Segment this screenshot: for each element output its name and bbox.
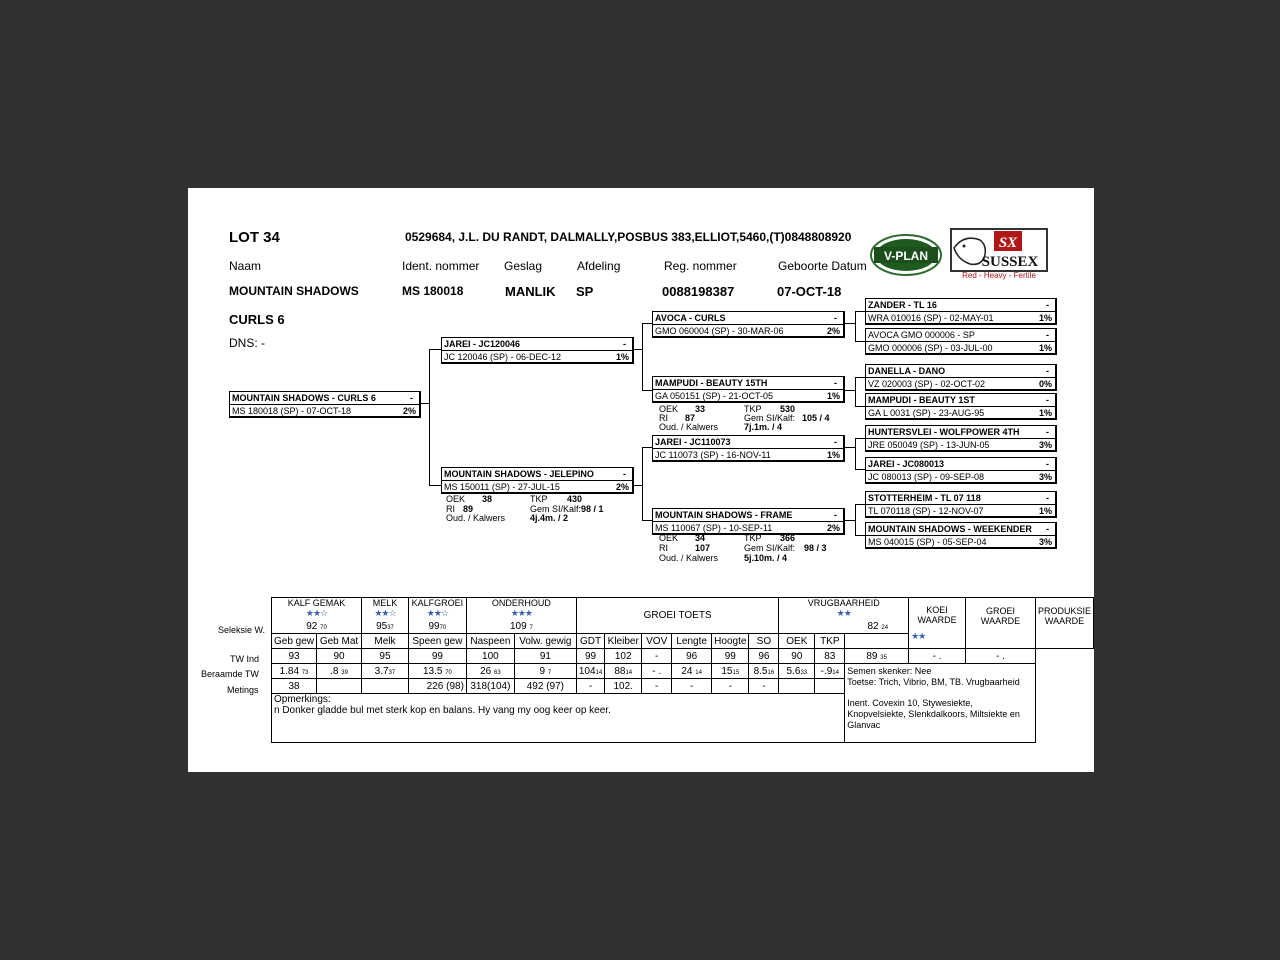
pedigree-line	[642, 323, 652, 324]
seleksie-kalfgroei: 9970	[408, 619, 466, 634]
pedigree-sire-sire: AVOCA - CURLS - GMO 060004 (SP) - 30-MAR-06 2%	[652, 311, 845, 338]
svg-text:V-PLAN: V-PLAN	[883, 249, 929, 263]
pedigree-dss: HUNTERSVLEI - WOLFPOWER 4TH - JRE 050049 (SP) - 13-JUN-05 3%	[865, 425, 1057, 452]
pedigree-line	[855, 438, 856, 470]
row-label-seleksie: Seleksie W.	[218, 625, 266, 635]
table-cell: .8 39	[317, 664, 362, 679]
ident-number: MS 180018	[402, 284, 464, 298]
table-cell	[815, 679, 845, 694]
catalog-sheet: LOT 34 0529684, J.L. DU RANDT, DALMALLY,POSBUS 383,ELLIOT,5460,(T)0848808920 Naam Ident. nommer Geslag Afdeling Reg. nommer Geboorte Datum MOUNTAIN SHADOWS MS 180018 MANLIK SP 0088198387 07-OCT-18 CURLS 6 DNS: - V-PLAN SX SUSSEX Red - Heavy - Fertile MOUNTAIN SHADOWS - CURLS 6 - MS 180018 (SP) - 07-OCT-18 2% JAREI - JC120046 - JC 120046 (SP) - 06-DEC-12 1% MOUNTAIN SHADOWS - JELEPINO - MS 150011 (SP) - 27-JUL-15 2% AVOCA - CURLS - GMO 060004 (SP) - 30-MAR-06 2% MAMPUDI - BEAUTY 15TH - GA 050151 (SP) - 21-OCT-05 1% JAREI - JC110073 - JC 110073 (SP) - 16-NOV-11 1% MOUNTAIN SHADOWS - FRAME - MS 110067 (SP) - 10-SEP-11 2% ZANDER - TL 16 - WRA 010016 (SP) - 02-MAY-01 1% AVOCA GMO 000006 - SP - GMO 000006 (SP) - 03-JUL-00 1% DANELLA - DANO - VZ 020003 (SP) - 02-OCT-02 0% MAMPUDI - BEAUTY 1ST - GA L 0031 (SP) - 23-AUG-95 1% HUNTERSVLEI - WOLFPOWER 4TH - JRE 050049 (SP) - 13-JUN-05 3% JAREI - JC080013 - JC 080013 (SP) - 09-SEP-08 3% STOTTERHEIM - TL 07 118 - TL 070118 (SP) - 12-NOV-07 1% MOUNTAIN SHADOWS - WEEKENDER - MS 040015 (SP) - 05-SEP-04 3% OEK 38 TKP 430 RI 89 Gem SI/Kalf: 98 / 1 Oud. / Kalwers 4j.4m. / 2 OEK 33 TKP 530 RI 87 Gem SI/Kalf: 105 / 4 Oud. / Kalwers 7j.1m. / 4 OEK 34 TKP 366 RI 107 Gem SI/Kalf: 98 / 3 Oud. / Kalwers 5j.10m. / 4 Seleksie W. TW Ind Beraamde TW Metings KALF GEMAK ★★☆ MELK ★★☆ KALFGROEI ★★☆ ONDERHOUD ★★★ GROEI TOETS VRUGBAARHEID ★★ KOEI WAARDE ★★ GROEI WAARDE PRODUKSIE WAARDE 92 70 9537 9970 109 7 82 24 Geb gew Geb Mat Melk Speen gew Naspeen Volw. gewig GDT Kleiber VOV Lengte Hoogte SO OEK TKP 93 90 95 99 100 91 99 102 - 96 99 96 90 83 89 35 - . - . 1.84 73 .8 39 3.737 13.5 70 26 63 9 7 10414 8814 - . 24 14 1515 8.516 5.633 -.914 Semen skenker: Nee Toetse: Trich, Vibrio, BM, TB. Vrugbaarheid Inent. Covexin 10, Stywesiekte, Knopvelsiekte, Slenkdalkoors, Miltsiekte en Glanvac 38 226 (98) 318(104) 492 (97) - 102. - - - - Opmerkings: n Donker gladde bul met sterk kop en balans. Hy vang my oog keer op keer.	[188, 188, 1094, 772]
table-cell: 38	[272, 679, 317, 694]
groei-waarde-value: - .	[909, 649, 966, 664]
table-cell: -	[576, 679, 604, 694]
table-cell: 1.84 73	[272, 664, 317, 679]
col-header: OEK	[779, 634, 815, 649]
animal-name-2: CURLS 6	[229, 312, 285, 327]
table-cell: 99	[712, 649, 749, 664]
pedigree-line	[642, 323, 643, 391]
beraamde-row	[272, 664, 1094, 679]
group-melk: MELK ★★☆	[362, 598, 409, 620]
table-cell: 10414	[576, 664, 604, 679]
produksie-waarde-value: - .	[966, 649, 1036, 664]
col-header: SO	[749, 634, 779, 649]
label-geboorte: Geboorte Datum	[778, 259, 867, 273]
pedigree-line	[429, 485, 441, 486]
table-cell: 3.737	[362, 664, 409, 679]
remarks-label: Opmerkings:	[274, 694, 331, 705]
table-cell: 96	[672, 649, 712, 664]
col-header: Geb gew	[272, 634, 317, 649]
pedigree-line	[642, 390, 652, 391]
birth-date: 07-OCT-18	[777, 284, 842, 299]
pedigree-line	[855, 504, 865, 505]
table-cell: 95	[362, 649, 409, 664]
lot-number: LOT 34	[229, 229, 280, 246]
table-cell	[779, 679, 815, 694]
seleksie-melk: 9537	[362, 619, 409, 634]
table-cell: 93	[272, 649, 317, 664]
twind-row	[272, 649, 1094, 664]
row-label-twind: TW Ind	[230, 654, 260, 664]
table-cell: 91	[514, 649, 576, 664]
dns: DNS: -	[229, 336, 265, 350]
breeder-info: 0529684, J.L. DU RANDT, DALMALLY,POSBUS 383,ELLIOT,5460,(T)0848808920	[405, 230, 852, 244]
vplan-logo	[870, 234, 942, 276]
col-header: Speen gew	[408, 634, 466, 649]
pedigree-dam-dam: MOUNTAIN SHADOWS - FRAME - MS 110067 (SP) - 10-SEP-11 2%	[652, 508, 845, 535]
label-geslag: Geslag	[504, 259, 543, 273]
pedigree-dam-sire: JAREI - JC110073 - JC 110073 (SP) - 16-NOV-11 1%	[652, 435, 845, 462]
semen-donor: Semen skenker: Nee	[847, 666, 932, 676]
table-cell: 9 7	[514, 664, 576, 679]
group-vrugbaarheid: VRUGBAARHEID ★★	[779, 598, 909, 620]
seleksie-onderhoud: 109 7	[466, 619, 576, 634]
table-cell: 226 (98)	[408, 679, 466, 694]
table-cell: -	[749, 679, 779, 694]
table-cell: 96	[749, 649, 779, 664]
seleksie-vrugbaarheid: 82 24	[779, 619, 909, 634]
reg-number: 0088198387	[662, 284, 735, 299]
table-cell: 8814	[605, 664, 642, 679]
table-cell: 90	[779, 649, 815, 664]
group-kalfgemak: KALF GEMAK ★★☆	[272, 598, 362, 620]
group-kalfgroei: KALFGROEI ★★☆	[408, 598, 466, 620]
pedigree-line	[855, 311, 865, 312]
pedigree-ddd: MOUNTAIN SHADOWS - WEEKENDER - MS 040015 (SP) - 05-SEP-04 3%	[865, 522, 1057, 549]
table-cell: 102.	[605, 679, 642, 694]
table-cell: -	[642, 649, 672, 664]
pedigree-line	[642, 447, 643, 521]
table-cell: 5.633	[779, 664, 815, 679]
table-cell: 24 14	[672, 664, 712, 679]
table-cell: 318(104)	[466, 679, 514, 694]
pedigree-line	[855, 469, 865, 470]
svg-text:SUSSEX: SUSSEX	[981, 254, 1039, 270]
col-header: Volw. gewig	[514, 634, 576, 649]
table-cell	[317, 679, 362, 694]
pedigree-line	[855, 311, 856, 342]
row-label-beraamde: Beraamde TW	[201, 669, 259, 679]
row-label-metings: Metings	[227, 685, 259, 695]
sussex-logo	[950, 228, 1048, 280]
table-cell: 99	[408, 649, 466, 664]
col-header: Naspeen	[466, 634, 514, 649]
gender: MANLIK	[505, 284, 556, 299]
pedigree-subject: MOUNTAIN SHADOWS - CURLS 6 - MS 180018 (SP) - 07-OCT-18 2%	[229, 391, 421, 418]
svg-text:SX: SX	[998, 235, 1018, 251]
table-cell: 102	[605, 649, 642, 664]
pedigree-sdd: MAMPUDI - BEAUTY 1ST - GA L 0031 (SP) - 23-AUG-95 1%	[865, 393, 1057, 420]
table-cell: 1515	[712, 664, 749, 679]
table-cell: - .	[642, 664, 672, 679]
label-ident: Ident. nommer	[402, 259, 480, 273]
table-cell: -	[712, 679, 749, 694]
col-header: Kleiber	[605, 634, 642, 649]
koei-waarde-value: 89 35	[845, 649, 909, 664]
pedigree-sss: ZANDER - TL 16 - WRA 010016 (SP) - 02-MAY-01 1%	[865, 298, 1057, 325]
pedigree-sire-dam: MAMPUDI - BEAUTY 15TH - GA 050151 (SP) - 21-OCT-05 1%	[652, 376, 845, 403]
table-cell: 13.5 70	[408, 664, 466, 679]
table-cell: -.914	[815, 664, 845, 679]
pedigree-line	[855, 377, 865, 378]
table-cell: 90	[317, 649, 362, 664]
pedigree-line	[855, 341, 865, 342]
table-cell: 492 (97)	[514, 679, 576, 694]
pedigree-line	[855, 438, 865, 439]
col-header: TKP	[815, 634, 845, 649]
section: SP	[576, 284, 594, 299]
animal-name: MOUNTAIN SHADOWS	[229, 284, 359, 298]
vaccinations: Inent. Covexin 10, Stywesiekte, Knopvelsiekte, Slenkdalkoors, Miltsiekte en Glanvac	[847, 698, 1020, 730]
svg-text:Red - Heavy - Fertile: Red - Heavy - Fertile	[962, 271, 1036, 280]
table-cell: 83	[815, 649, 845, 664]
notes-panel	[845, 664, 1036, 743]
pedigree-line	[855, 406, 865, 407]
table-cell: 100	[466, 649, 514, 664]
pedigree-line	[429, 349, 441, 350]
table-cell	[362, 679, 409, 694]
remarks	[272, 694, 845, 743]
pedigree-ssd: AVOCA GMO 000006 - SP - GMO 000006 (SP) - 03-JUL-00 1%	[865, 328, 1057, 355]
col-header: Lengte	[672, 634, 712, 649]
group-produksiewaarde: PRODUKSIE WAARDE	[1035, 598, 1093, 649]
pedigree-sire: JAREI - JC120046 - JC 120046 (SP) - 06-DEC-12 1%	[441, 337, 634, 364]
table-cell: -	[642, 679, 672, 694]
group-groeiwaarde: GROEI WAARDE	[966, 598, 1036, 649]
table-cell: -	[672, 679, 712, 694]
pedigree-dam: MOUNTAIN SHADOWS - JELEPINO - MS 150011 (SP) - 27-JUL-15 2%	[441, 467, 634, 494]
label-naam: Naam	[229, 259, 262, 273]
pedigree-line	[642, 520, 652, 521]
pedigree-line	[855, 504, 856, 536]
col-header: Melk	[362, 634, 409, 649]
col-header: Hoogte	[712, 634, 749, 649]
label-afdeling: Afdeling	[577, 259, 621, 273]
label-reg: Reg. nommer	[664, 259, 737, 273]
pedigree-line	[642, 447, 652, 448]
table-cell: 26 63	[466, 664, 514, 679]
group-onderhoud: ONDERHOUD ★★★	[466, 598, 576, 620]
remarks-text: n Donker gladde bul met sterk kop en balans. Hy vang my oog keer op keer.	[274, 705, 611, 716]
col-header: GDT	[576, 634, 604, 649]
group-koeiwaarde: KOEI WAARDE ★★	[909, 598, 966, 649]
tests: Toetse: Trich, Vibrio, BM, TB. Vrugbaarheid	[847, 677, 1020, 687]
pedigree-line	[429, 349, 430, 486]
table-cell: 99	[576, 649, 604, 664]
seleksie-kalfgemak: 92 70	[272, 619, 362, 634]
group-groeitoets: GROEI TOETS	[576, 598, 779, 634]
pedigree-line	[855, 535, 865, 536]
pedigree-sds: DANELLA - DANO - VZ 020003 (SP) - 02-OCT-02 0%	[865, 364, 1057, 391]
pedigree-dsd: JAREI - JC080013 - JC 080013 (SP) - 09-SEP-08 3%	[865, 457, 1057, 484]
col-header: Geb Mat	[317, 634, 362, 649]
performance-table	[271, 597, 1094, 743]
col-header: VOV	[642, 634, 672, 649]
pedigree-dds: STOTTERHEIM - TL 07 118 - TL 070118 (SP) - 12-NOV-07 1%	[865, 491, 1057, 518]
pedigree-line	[855, 377, 856, 407]
table-cell: 8.516	[749, 664, 779, 679]
